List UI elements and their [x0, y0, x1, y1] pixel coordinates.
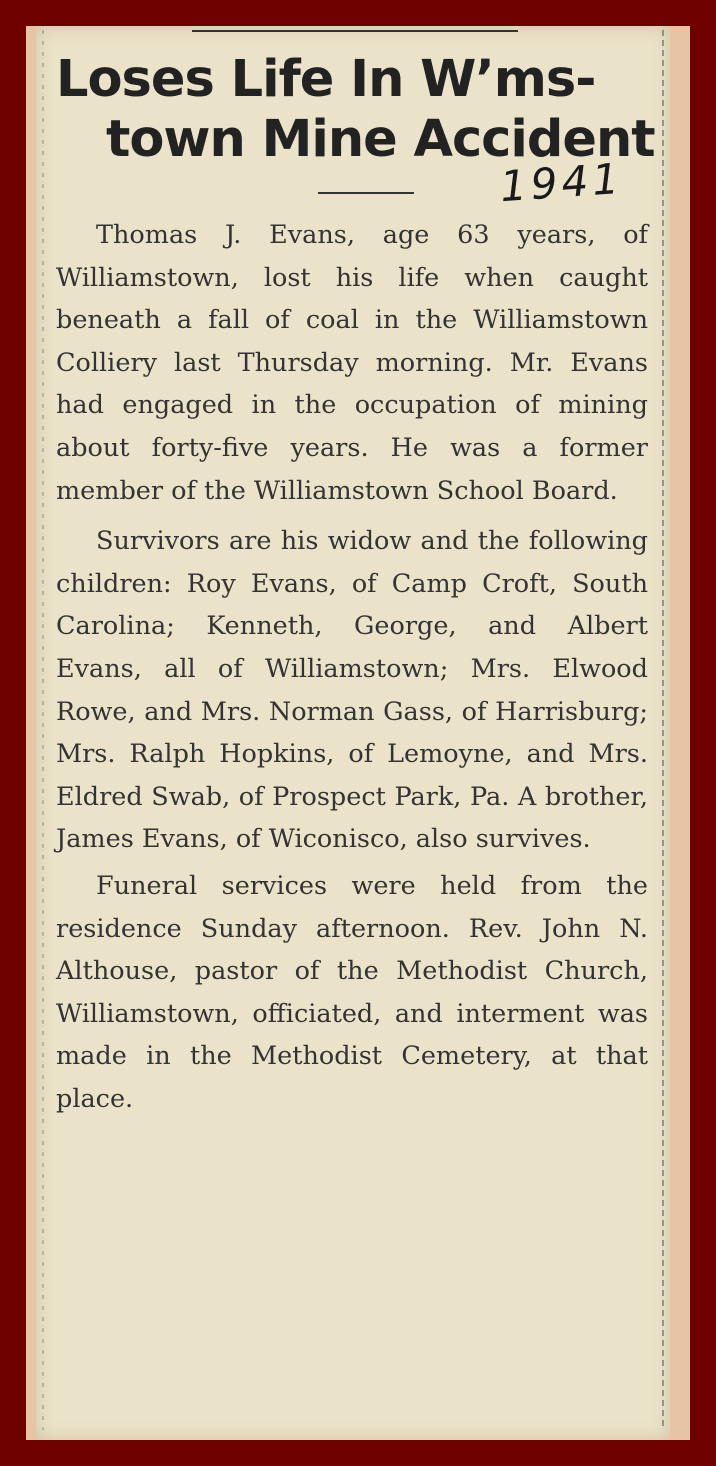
headline-divider — [318, 192, 414, 194]
top-rule — [192, 30, 518, 32]
headline-line-2: town Mine Accident — [106, 110, 655, 169]
paragraph-3: Funeral services were held from the residence Sunday afternoon. Rev. John N. Althouse, pastor of the Methodist Church, Williamstown, officiated, and interment was made in the Methodist Cemetery, at that place. — [56, 870, 648, 1114]
handwritten-year: 1941 — [498, 153, 625, 212]
article-body — [56, 214, 648, 1120]
clipping-right-edge — [662, 30, 664, 1430]
clipping-left-edge — [42, 30, 44, 1430]
headline — [56, 50, 656, 170]
headline-line-1: Loses Life In W’ms- — [56, 50, 596, 109]
paragraph-1: Thomas J. Evans, age 63 years, of Williamstown, lost his life when caught beneath a fall of coal in the Williamstown Colliery last Thursday morning. Mr. Evans had engaged in the occupation of mining about forty-five years. He was a former member of the Williamstown School Board. — [56, 220, 648, 506]
paragraph-2: Survivors are his widow and the following children: Roy Evans, of Camp Croft, South Carolina; Kenneth, George, and Albert Evans, all of Williamstown; Mrs. Elwood Rowe, and Mrs. Norman Gass, of Harrisburg; Mrs. Ralph Hopkins, of Lemoyne, and Mrs. Eldred Swab, of Prospect Park, Pa. A brother, James Evans, of Wiconisco, also survives. — [56, 526, 648, 855]
